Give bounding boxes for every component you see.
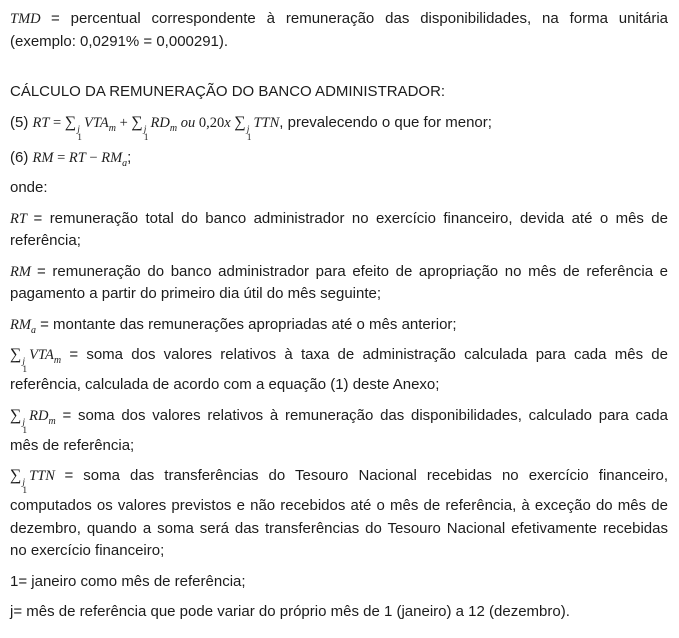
math-variable: $RM_a$ [10, 316, 36, 336]
text-run: CÁLCULO DA REMUNERAÇÃO DO BANCO ADMINISTRADOR: [10, 83, 446, 100]
math-variable: $RD_m$ [150, 114, 178, 134]
summation-symbol: ∑ j 1 [10, 346, 28, 375]
equation-5 [10, 112, 668, 142]
text-run: , prevalecendo o que for menor; [279, 113, 492, 131]
math-run: RT [68, 149, 86, 166]
math-run: + [115, 114, 132, 131]
math-run: RM [10, 263, 38, 280]
text-run: = remuneração total do banco administrador no exercício financeiro, devida até o mês de referência; [10, 209, 668, 249]
text-run: (5) [10, 113, 33, 131]
summation-symbol: ∑ j 1 [234, 113, 252, 143]
math-run: ou [177, 114, 199, 131]
text-run: = percentual correspondente à remuneração das disponibilidades, na forma unitária (exemplo: 0,0291% = 0,000291). [10, 10, 668, 50]
text-run: 1= janeiro como mês de referência; [10, 572, 246, 590]
math-run: = [49, 114, 65, 131]
math-run: − [85, 149, 102, 166]
text-run: = soma das transferências do Tesouro Nacional recebidas no exercício financeiro, computados os valores previstos e não recebidos até o mês de referência, à exceção do mês de dezembro, quando a soma será das transferências do Tesouro Nacional efetivamente recebidas no exercício financeiro; [10, 467, 668, 559]
paragraph-sum-rd-definition [10, 405, 668, 458]
math-run: 0,20 [198, 114, 225, 131]
math-variable: $RM_a$ [101, 149, 128, 169]
math-run: TTN [253, 114, 280, 131]
math-run: x [224, 114, 235, 131]
text-run: j= mês de referência que pode variar do próprio mês de 1 (janeiro) a 12 (dezembro). [10, 603, 570, 620]
math-variable: $VTA_m$ [84, 114, 116, 134]
paragraph-sum-vta-definition [10, 344, 668, 397]
math-run: TTN [29, 468, 65, 484]
math-variable: $VTA_m$ [29, 347, 62, 366]
text-run: ; [127, 148, 132, 166]
paragraph-janeiro-definition [10, 571, 668, 594]
math-run: RT [32, 114, 50, 131]
summation-symbol: ∑ j 1 [10, 467, 28, 496]
summation-symbol: ∑ j 1 [10, 406, 28, 436]
summation-symbol: ∑ j 1 [64, 113, 83, 143]
paragraph-rt-definition [10, 208, 668, 253]
paragraph-j-definition [10, 601, 668, 624]
text-run: = montante das remunerações apropriadas até o mês anterior; [35, 315, 457, 333]
section-heading [10, 81, 668, 104]
math-run: RT [10, 210, 34, 227]
text-run: = soma dos valores relativos à remuneração das disponibilidades, calculado para cada mês de referência; [10, 406, 668, 454]
paragraph-rma-definition [10, 314, 668, 337]
equation-6 [10, 147, 668, 170]
document-body [10, 8, 668, 624]
summation-symbol: ∑ j 1 [131, 113, 149, 143]
text-run: = remuneração do banco administrador para efeito de apropriação no mês de referência e pagamento a partir do primeiro dia útil do mês seguinte; [10, 262, 668, 302]
text-run: onde: [10, 179, 48, 196]
paragraph-rm-definition [10, 261, 668, 306]
math-run: RM [32, 149, 54, 166]
text-run: (6) [10, 148, 33, 166]
math-variable: $RD_m$ [29, 407, 56, 427]
text-run: = soma dos valores relativos à taxa de administração calculada para cada mês de referência, calculada de acordo com a equação (1) deste Anexo; [10, 346, 668, 393]
math-run: = [53, 149, 69, 166]
paragraph-sum-ttn-definition [10, 465, 668, 563]
math-run: TMD [10, 11, 51, 27]
paragraph-tmd-definition [10, 8, 668, 53]
paragraph-onde [10, 177, 668, 200]
